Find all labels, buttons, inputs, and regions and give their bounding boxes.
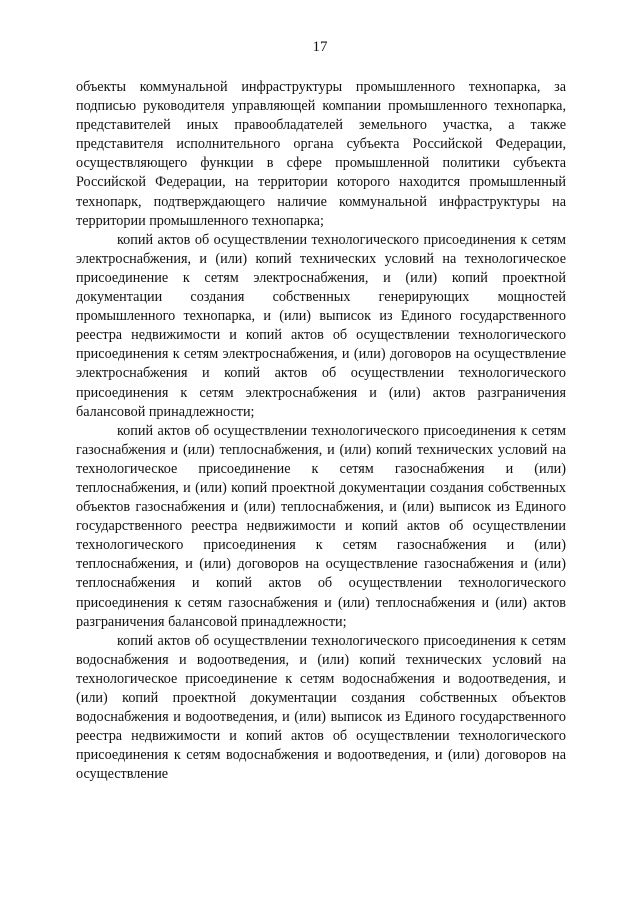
paragraph-water: копий актов об осуществлении технологического присоединения к сетям водоснабжения и водоотведения, и (или) копий технических условий на технологическое присоединение к сетям водоснабжения и водоотведения, и (или) копий проектной документации создания собственных объектов водоснабжения и водоотведения, и (или) выписок из Единого государственного реестра недвижимости и копий актов об осуществлении технологического присоединения к сетям водоснабжения и водоотведения, и (или) договоров на осуществление	[76, 632, 566, 783]
paragraph-electricity: копий актов об осуществлении технологического присоединения к сетям электроснабжения, и (или) копий технических условий на технологическое присоединение к сетям электроснабжения, и (или) копий проектной документации создания собственных генерирующих мощностей промышленного технопарка, и (или) выписок из Единого государственного реестра недвижимости и копий актов об осуществлении технологического присоединения к сетям электроснабжения, и (или) договоров на осуществление электроснабжения и копий актов об осуществлении технологического присоединения к сетям электроснабжения и (или) актов разграничения балансовой принадлежности;	[76, 231, 566, 420]
paragraph-continued: объекты коммунальной инфраструктуры промышленного технопарка, за подписью руководителя управляющей компании промышленного технопарка, представителей иных правообладателей земельного участка, а также представителя исполнительного органа субъекта Российской Федерации, осуществляющего функции в сфере промышленной политики субъекта Российской Федерации, на территории которого находится промышленный технопарк, подтверждающего наличие коммунальной инфраструктуры на территории промышленного технопарка;	[76, 79, 566, 229]
page-number: 17	[312, 39, 328, 55]
document-body	[76, 78, 566, 784]
paragraph-gas-heat: копий актов об осуществлении технологического присоединения к сетям газоснабжения и (или) теплоснабжения, и (или) копий технических условий на технологическое присоединение к сетям газоснабжения и (или) теплоснабжения, и (или) копий проектной документации создания собственных объектов газоснабжения и (или) теплоснабжения, и (или) выписок из Единого государственного реестра недвижимости и копий актов об осуществлении технологического присоединения к сетям газоснабжения и (или) теплоснабжения, и (или) договоров на осуществление газоснабжения и (или) теплоснабжения и копий актов об осуществлении технологического присоединения к сетям газоснабжения и (или) теплоснабжения и (или) актов разграничения балансовой принадлежности;	[76, 422, 566, 630]
